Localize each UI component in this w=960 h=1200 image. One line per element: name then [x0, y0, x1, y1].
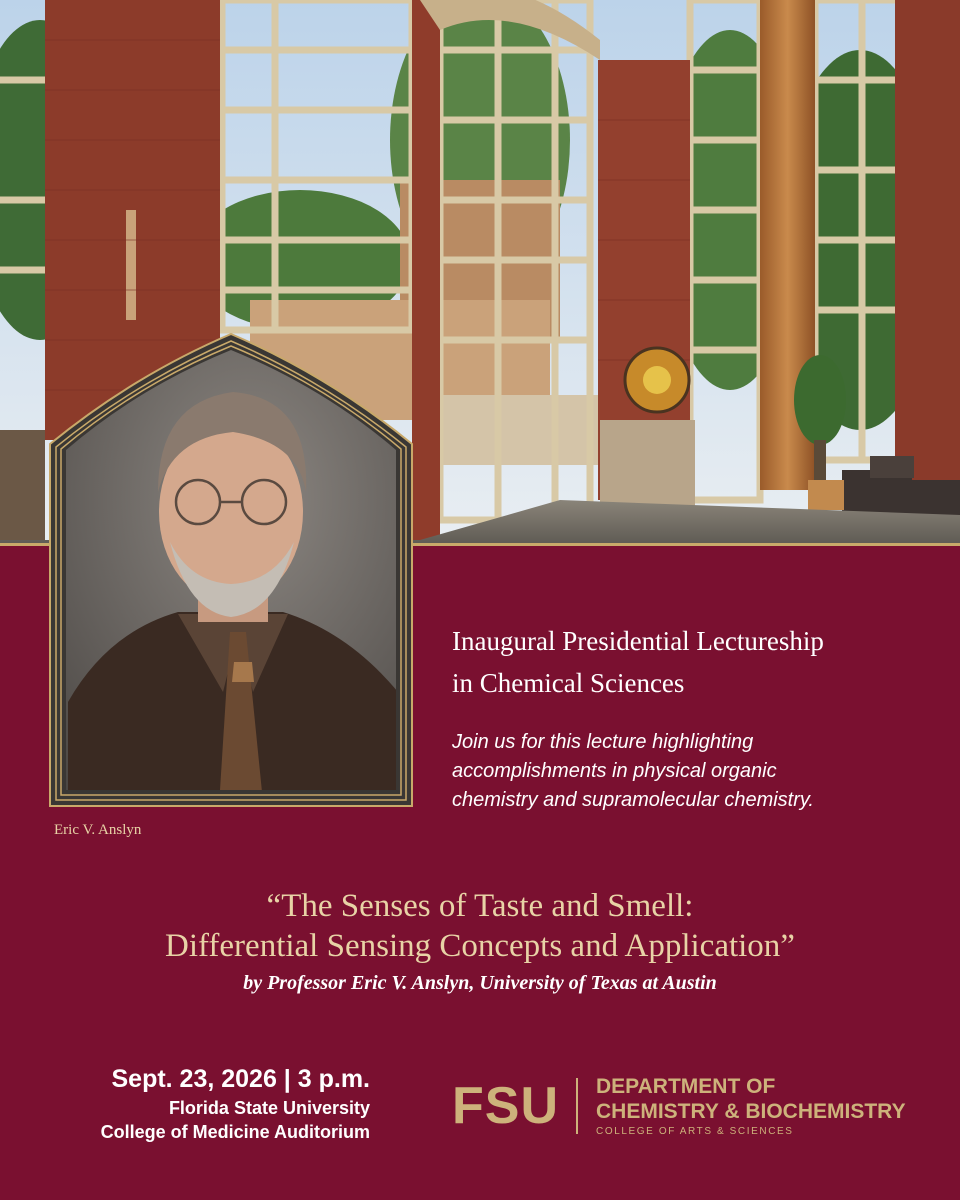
- event-details: [40, 1062, 370, 1144]
- lectureship-title: [452, 620, 932, 704]
- lecture-description: [452, 728, 932, 815]
- talk-title-line: Differential Sensing Concepts and Application”: [165, 928, 795, 964]
- logo-divider: [576, 1078, 578, 1134]
- description-line: chemistry and supramolecular chemistry.: [452, 789, 814, 811]
- fsu-logo-mark: FSU: [452, 1077, 559, 1135]
- speaker-byline: by Professor Eric V. Anslyn, University of Texas at Austin: [243, 972, 717, 994]
- event-datetime: Sept. 23, 2026 | 3 p.m.: [111, 1065, 370, 1093]
- speaker-portrait: [48, 332, 414, 808]
- talk-title-line: “The Senses of Taste and Smell:: [266, 888, 694, 924]
- department-name-line: DEPARTMENT OF: [596, 1075, 776, 1098]
- lectureship-title-line: in Chemical Sciences: [452, 668, 685, 698]
- department-name: [596, 1074, 906, 1124]
- venue-line: College of Medicine Auditorium: [100, 1122, 370, 1142]
- department-logo: [452, 1074, 922, 1144]
- description-line: accomplishments in physical organic: [452, 760, 777, 782]
- lectureship-title-line: Inaugural Presidential Lectureship: [452, 626, 824, 656]
- portrait-frame: [48, 332, 414, 808]
- photo-caption: Eric V. Anslyn: [54, 822, 142, 838]
- description-line: Join us for this lecture highlighting: [452, 731, 754, 753]
- venue-line: Florida State University: [168, 1098, 370, 1118]
- talk-title: [0, 886, 960, 966]
- department-name-line: CHEMISTRY & BIOCHEMISTRY: [596, 1100, 906, 1123]
- college-name: COLLEGE OF ARTS & SCIENCES: [596, 1126, 794, 1137]
